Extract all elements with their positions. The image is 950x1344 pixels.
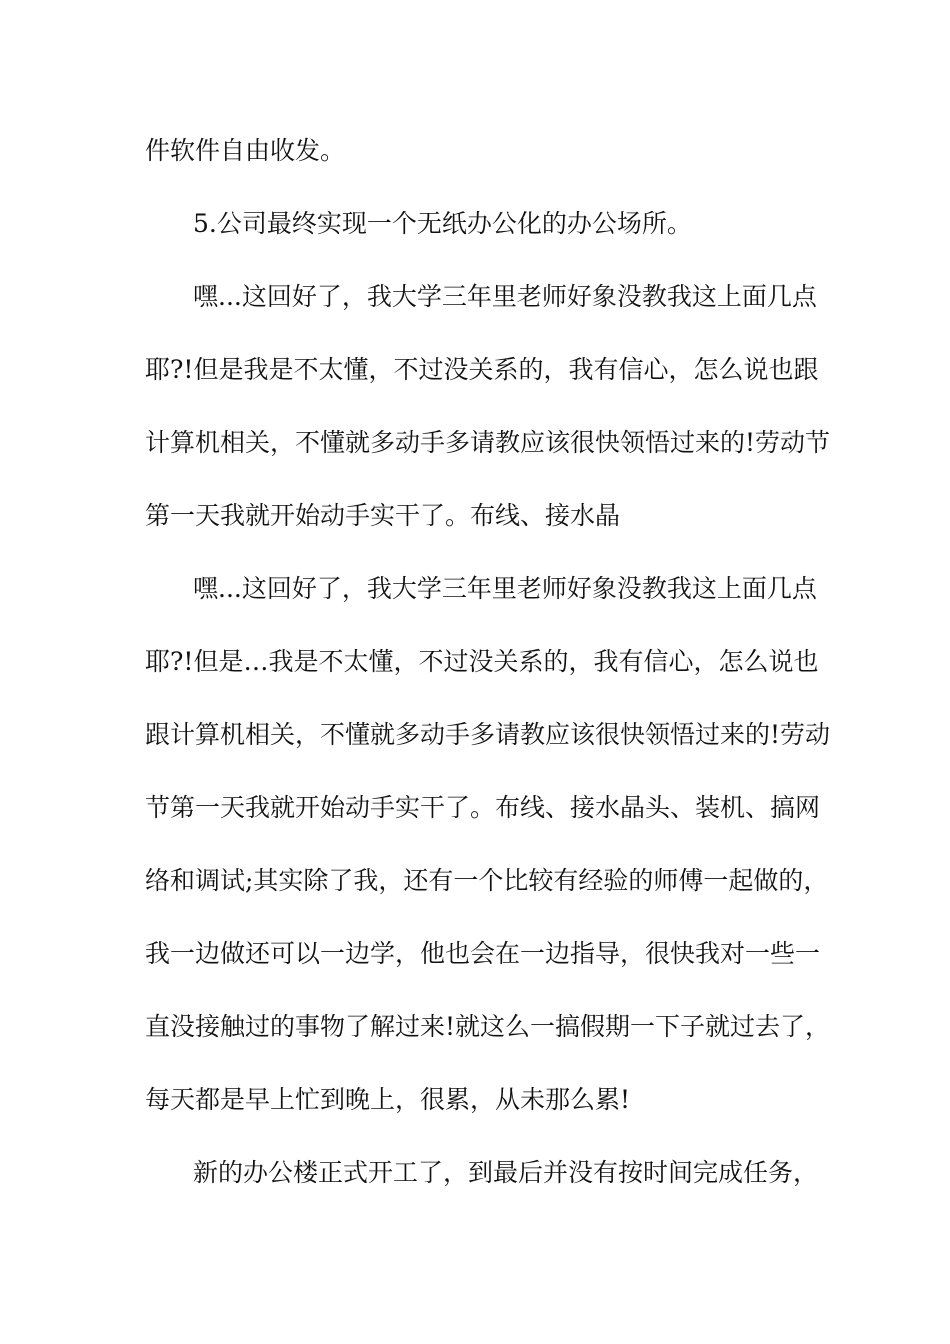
text-line: 跟计算机相关，不懂就多动手多请教应该很快领悟过来的!劳动 xyxy=(145,720,831,749)
text-line: 直没接触过的事物了解过来!就这么一搞假期一下子就过去了， xyxy=(145,1012,831,1041)
text-line: 件软件自由收发。 xyxy=(145,136,346,165)
text-line: 新的办公楼正式开工了，到最后并没有按时间完成任务， xyxy=(193,1158,819,1187)
text-line: 嘿...这回好了，我大学三年里老师好象没教我这上面几点 xyxy=(193,574,817,603)
text-line: 嘿...这回好了，我大学三年里老师好象没教我这上面几点 xyxy=(193,282,817,311)
text-line: 耶?!但是…我是不太懂，不过没关系的，我有信心，怎么说也 xyxy=(145,647,819,676)
text-line: 节第一天我就开始动手实干了。布线、接水晶头、装机、搞网 xyxy=(145,793,821,822)
text-line: 每天都是早上忙到晚上，很累，从未那么累! xyxy=(145,1085,631,1114)
text-line: 第一天我就开始动手实干了。布线、接水晶 xyxy=(145,501,621,530)
text-line: 我一边做还可以一边学，他也会在一边指导，很快我对一些一 xyxy=(145,939,821,968)
text-line: 耶?!但是我是不太懂，不过没关系的，我有信心，怎么说也跟 xyxy=(145,355,819,384)
text-line: 计算机相关，不懂就多动手多请教应该很快领悟过来的!劳动节 xyxy=(145,428,831,457)
text-line: 络和调试;其实除了我，还有一个比较有经验的师傅一起做的， xyxy=(145,866,829,895)
text-line: 5.公司最终实现一个无纸办公化的办公场所。 xyxy=(193,209,692,238)
